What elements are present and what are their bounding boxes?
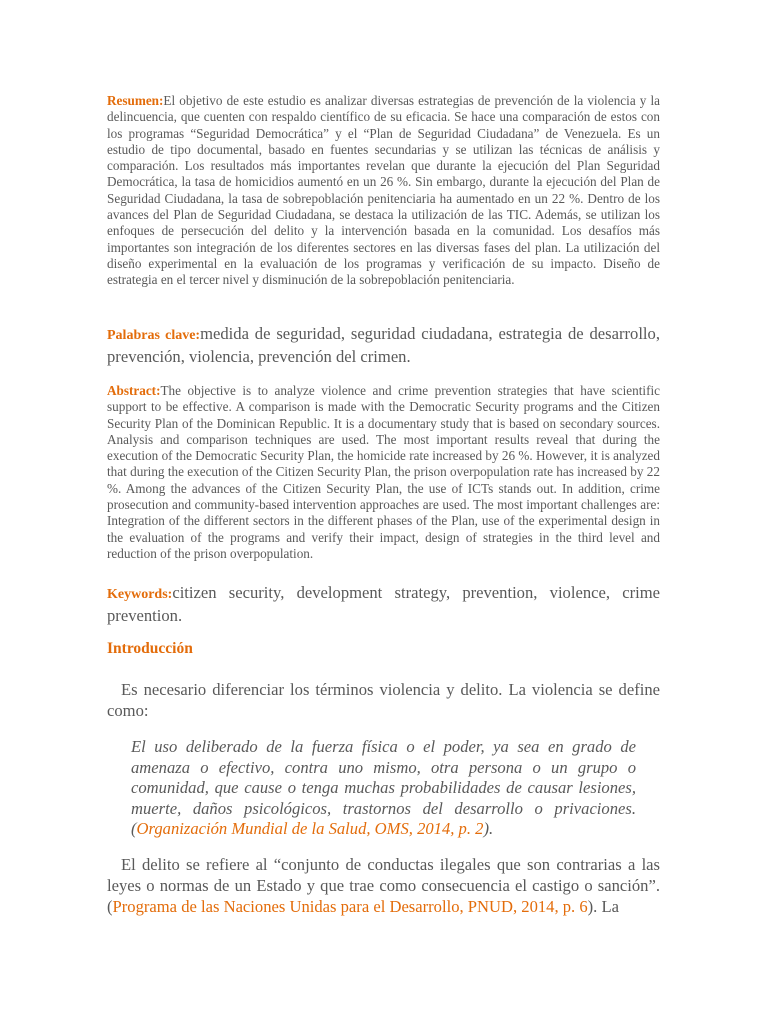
keywords-text: citizen security, development strategy, prevention, violence, crime prevention. <box>107 583 660 625</box>
palabras-clave-label: Palabras clave: <box>107 328 201 343</box>
keywords-label: Keywords: <box>107 587 173 602</box>
resumen-text: El objetivo de este estudio es analizar diversas estrategias de prevención de la violencia y la delincuencia, que cuenten con respaldo científico de su eficacia. Se hace una comparación de estos con los programas “Seguridad Democrática” y el “Plan de Seguridad Ciudadana” de Venezuela. Es un estudio de tipo documental, basado en fuentes secundarias y se utilizan las técnicas de análisis y comparación. Los resultados más importantes revelan que durante la ejecución del Plan Seguridad Democrática, la tasa de homicidios aumentó en un 26 %. Sin embargo, durante la ejecución del Plan de Seguridad Ciudadana, la tasa de sobrepoblación penitenciaria ha aumentado en un 22 %. Dentro de los avances del Plan de Seguridad Ciudadana, se destaca la utilización de las TIC. Además, se utilizan los enfoques de persecución del delito y la intervención basada en la comunidad. Los desafíos más importantes son integración de los diferentes sectores en las diversas fases del plan. La utilización del diseño experimental en la evaluación de los programas y verificación de su impacto. Diseño de estrategia en el tercer nivel y disminución de la sobrepoblación penitenciaria. <box>107 93 660 288</box>
p2-text: El delito se refiere al “conjunto de conductas ilegales que son contrarias a las leyes o normas de un Estado y que trae como consecuencia el castigo o sanción”. <box>107 855 660 895</box>
quote-close: ). <box>483 819 494 839</box>
palabras-clave-paragraph <box>107 323 660 367</box>
who-quote <box>131 737 636 840</box>
abstract-text: The objective is to analyze violence and crime prevention strategies that have scientific support to be effective. A comparison is made with the Democratic Security programs and the Citizen Security Plan of the Dominican Republic. It is a documentary study that is based on secondary sources. Analysis and comparison techniques are used. The most important results reveal that during the execution of the Democratic Security Plan, the homicide rate increased by 26 %. However, it is analyzed that during the execution of the Citizen Security Plan, the prison overpopulation rate has increased by 22 %. Among the advances of the Citizen Security Plan, the use of ICTs stands out. In addition, crime prosecution and community-based intervention approaches are used. The most important challenges are: Integration of the different sectors in the different phases of the Plan, use of the experimental design in the evaluation of the programs and verify their impact, design of strategies in the third level and reduction of the prison overpopulation. <box>107 383 660 561</box>
quote-citation-link[interactable]: Organización Mundial de la Salud, OMS, 2014, p. 2 <box>136 819 484 839</box>
keywords-paragraph <box>107 582 660 626</box>
introduccion-heading: Introducción <box>107 640 193 657</box>
resumen-paragraph <box>107 93 660 289</box>
abstract-label: Abstract: <box>107 383 161 398</box>
quote-text: El uso deliberado de la fuerza física o el poder, ya sea en grado de amenaza o efectivo, contra uno mismo, otra persona o un grupo o comunidad, que cause o tenga muchas probabilidades de causar lesiones, muerte, daños psicológicos, trastornos del desarrollo o privaciones. <box>131 737 636 818</box>
pnud-citation-link[interactable]: Programa de las Naciones Unidas para el Desarrollo, PNUD, 2014, p. 6 <box>112 897 588 916</box>
p2-open: ( <box>107 897 113 916</box>
resumen-label: Resumen: <box>107 93 164 108</box>
palabras-clave-text: medida de seguridad, seguridad ciudadana, estrategia de desarrollo, prevención, violencia, prevención del crimen. <box>107 324 660 366</box>
abstract-paragraph <box>107 383 660 562</box>
intro-paragraph-2 <box>107 854 660 917</box>
quote-open: ( <box>131 819 137 839</box>
intro-paragraph-1: Es necesario diferenciar los términos violencia y delito. La violencia se define como: <box>107 680 660 720</box>
p2-close: ). La <box>587 897 619 916</box>
